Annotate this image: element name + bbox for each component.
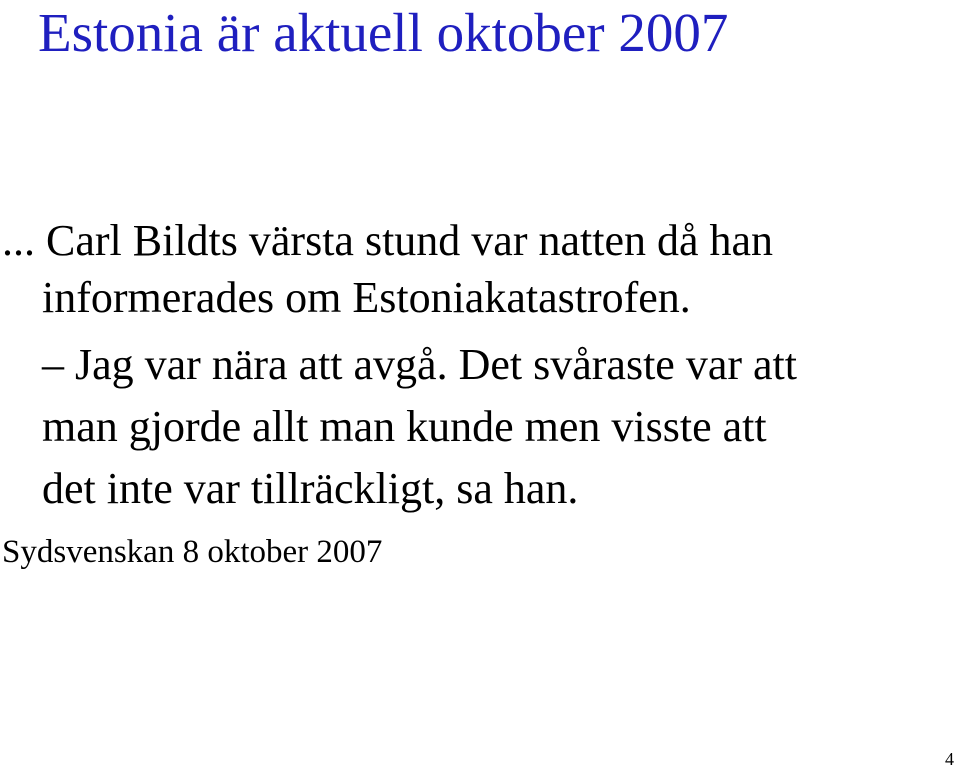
page-number: 4 bbox=[945, 749, 954, 769]
quote-line-1: ... Carl Bildts värsta stund var natten då han bbox=[2, 216, 774, 265]
slide-title: Estonia är aktuell oktober 2007 bbox=[38, 2, 729, 63]
quote-line-3: – Jag var nära att avgå. Det svåraste var att bbox=[42, 340, 797, 389]
quote-line-4: man gjorde allt man kunde men visste att bbox=[42, 402, 767, 451]
quote-line-2: informerades om Estoniakatastrofen. bbox=[42, 273, 691, 322]
quote-line-5: det inte var tillräckligt, sa han. bbox=[42, 464, 579, 513]
source-citation: Sydsvenskan 8 oktober 2007 bbox=[2, 534, 383, 570]
